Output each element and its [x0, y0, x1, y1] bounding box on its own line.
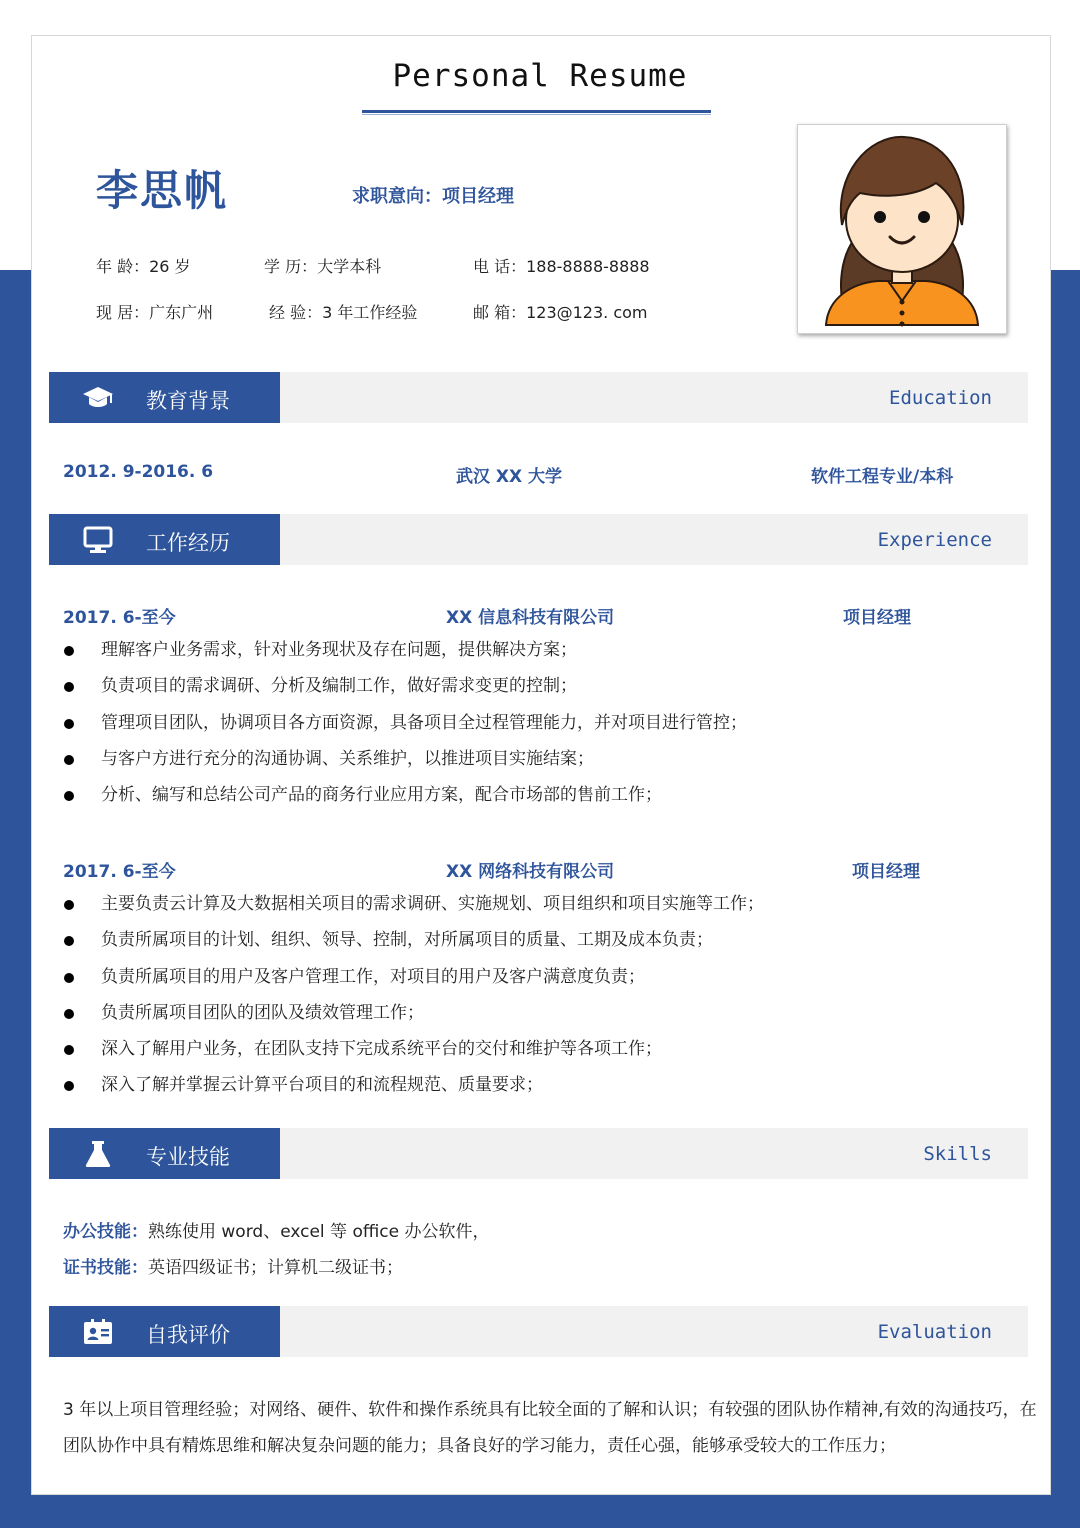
avatar-illustration-icon	[798, 125, 1006, 333]
id-card-icon	[82, 1318, 114, 1346]
candidate-name: 李思帆	[96, 166, 229, 215]
job-period: 2017. 6-至今	[63, 862, 176, 882]
section-tab-skills	[49, 1128, 280, 1179]
education-major: 软件工程专业/本科	[811, 467, 954, 487]
list-item: 负责项目的需求调研、分析及编制工作，做好需求变更的控制；	[62, 674, 747, 710]
job-company: XX 信息科技有限公司	[446, 608, 615, 628]
skill-office	[63, 1217, 490, 1242]
flask-icon	[82, 1140, 114, 1168]
graduation-cap-icon	[82, 384, 114, 412]
section-header-evaluation	[49, 1306, 1028, 1357]
list-item: 管理项目团队，协调项目各方面资源，具备项目全过程管理能力，并对项目进行管控；	[62, 711, 747, 747]
info-phone: 电 话：188-8888-8888	[473, 257, 650, 276]
section-title-en: Skills	[923, 1143, 992, 1165]
skill-text: 英语四级证书；计算机二级证书；	[148, 1258, 403, 1278]
list-item: 深入了解并掌握云计算平台项目的和流程规范、质量要求；	[62, 1073, 764, 1109]
job-position: 项目经理	[843, 608, 911, 628]
info-residence: 现 居：广东广州	[96, 303, 214, 322]
section-header-education	[49, 372, 1028, 423]
monitor-icon	[82, 526, 114, 554]
list-item: 深入了解用户业务，在团队支持下完成系统平台的交付和维护等各项工作；	[62, 1037, 764, 1073]
skill-certificate	[63, 1253, 403, 1278]
skill-text: 熟练使用 word、excel 等 office 办公软件，	[148, 1222, 490, 1242]
list-item: 与客户方进行充分的沟通协调、关系维护，以推进项目实施结案；	[62, 747, 747, 783]
job-company: XX 网络科技有限公司	[446, 862, 615, 882]
avatar	[797, 124, 1007, 334]
section-header-work	[49, 514, 1028, 565]
education-period: 2012. 9-2016. 6	[63, 462, 214, 482]
job-position: 项目经理	[852, 862, 920, 882]
section-title-en: Evaluation	[877, 1321, 992, 1343]
info-email: 邮 箱：123@123. com	[473, 303, 648, 322]
section-title-cn: 工作经历	[146, 531, 230, 555]
section-title-cn: 自我评价	[146, 1323, 230, 1347]
job-duties-list	[62, 892, 764, 1110]
job-intent: 求职意向：项目经理	[352, 186, 514, 207]
list-item: 理解客户业务需求，针对业务现状及存在问题，提供解决方案；	[62, 638, 747, 674]
list-item: 负责所属项目团队的团队及绩效管理工作；	[62, 1001, 764, 1037]
job-duties-list	[62, 638, 747, 819]
skill-label: 证书技能：	[63, 1258, 148, 1278]
list-item: 负责所属项目的用户及客户管理工作，对项目的用户及客户满意度负责；	[62, 965, 764, 1001]
info-education: 学 历：大学本科	[264, 257, 382, 276]
section-tab-work	[49, 514, 280, 565]
section-title-cn: 教育背景	[146, 389, 230, 413]
list-item: 主要负责云计算及大数据相关项目的需求调研、实施规划、项目组织和项目实施等工作；	[62, 892, 764, 928]
section-tab-education	[49, 372, 280, 423]
page-title: Personal Resume	[392, 58, 688, 94]
job-period: 2017. 6-至今	[63, 608, 176, 628]
skill-label: 办公技能：	[63, 1222, 148, 1242]
title-underline	[362, 110, 711, 113]
list-item: 分析、编写和总结公司产品的商务行业应用方案，配合市场部的售前工作；	[62, 783, 747, 819]
title-underline-thin	[362, 114, 711, 115]
section-tab-evaluation	[49, 1306, 280, 1357]
section-header-skills	[49, 1128, 1028, 1179]
education-school: 武汉 XX 大学	[456, 467, 563, 487]
info-experience: 经 验：3 年工作经验	[269, 303, 418, 322]
section-title-en: Experience	[877, 529, 992, 551]
list-item: 负责所属项目的计划、组织、领导、控制，对所属项目的质量、工期及成本负责；	[62, 928, 764, 964]
info-age: 年 龄：26 岁	[96, 257, 191, 276]
section-title-cn: 专业技能	[146, 1145, 230, 1169]
self-evaluation-text: 3 年以上项目管理经验；对网络、硬件、软件和操作系统具有比较全面的了解和认识；有较强的团队协作精神,有效的沟通技巧，在团队协作中具有精炼思维和解决复杂问题的能力；具备良好的学习能力，责任心强，能够承受较大的工作压力；	[63, 1400, 1037, 1456]
section-title-en: Education	[889, 387, 992, 409]
